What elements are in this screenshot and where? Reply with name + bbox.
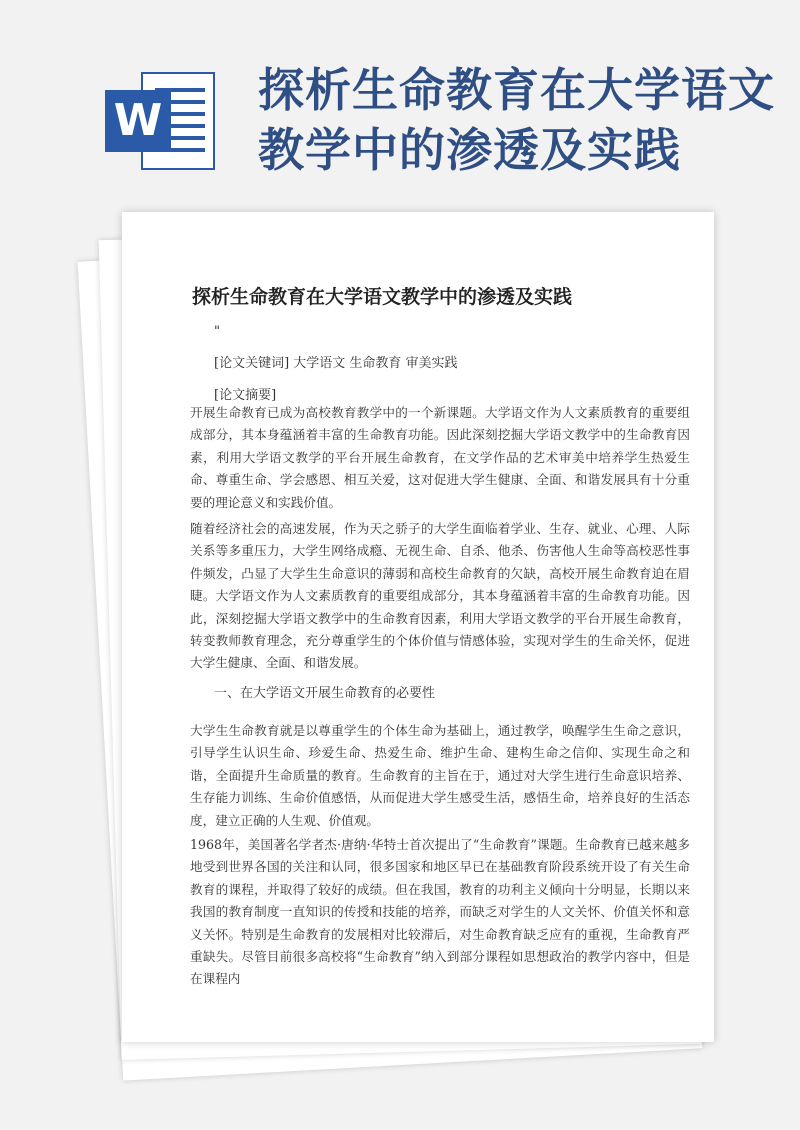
- word-document-icon: [105, 68, 217, 174]
- word-w-letter: W: [105, 90, 171, 152]
- abstract-label: [论文摘要]: [214, 388, 277, 403]
- body-paragraph: 1968年，美国著名学者杰·唐纳·华特士首次提出了“生命教育”课题。生命教育已越来越多地受到世界各国的关注和认同，很多国家和地区早已在基础教育阶段系统开设了有关生命教育的课程，并取得了较好的成绩。但在我国，教育的功利主义倾向十分明显，长期以来我国的教育制度一直知识的传授和技能的培养，而缺乏对学生的人文关怀、价值关怀和意义关怀。特别是生命教育的发展相对比较滞后，对生命教育缺乏应有的重视，生命教育严重缺失。尽管目前很多高校将“生命教育”纳入到部分课程如思想政治的教学内容中，但是在课程内: [190, 837, 690, 987]
- banner-title: 探析生命教育在大学语文教学中的渗透及实践: [258, 63, 775, 177]
- abstract-paragraph: 开展生命教育已成为高校教育教学中的一个新课题。大学语文作为人文素质教育的重要组成部分，其本身蕴涵着丰富的生命教育功能。因此深刻挖掘大学语文教学中的生命教育因素，利用大学语文教学的平台开展生命教育，在文学作品的艺术审美中培养学生热爱生命、尊重生命、学会感恩、相互关爱，这对促进大学生健康、全面、和谐发展具有十分重要的理论意义和实践价值。: [190, 405, 690, 510]
- banner: [0, 0, 800, 215]
- section-heading: 一、在大学语文开展生命教育的必要性: [214, 686, 436, 701]
- keywords-line: [论文关键词] 大学语文 生命教育 审美实践: [214, 356, 458, 371]
- document-title: 探析生命教育在大学语文教学中的渗透及实践: [192, 286, 573, 308]
- body-paragraph: 随着经济社会的高速发展，作为天之骄子的大学生面临着学业、生存、就业、心理、人际关系等多重压力，大学生网络成瘾、无视生命、自杀、他杀、伤害他人生命等高校恶性事件频发，凸显了大学生生命意识的薄弱和高校生命教育的欠缺，高校开展生命教育迫在眉睫。大学语文作为人文素质教育的重要组成部分，其本身蕴涵着丰富的生命教育功能。因此，深刻挖掘大学语文教学中的生命教育因素，利用大学语文教学的平台开展生命教育，转变教师教育理念，充分尊重学生的个体价值与情感体验，实现对学生的生命关怀，促进大学生健康、全面、和谐发展。: [190, 521, 690, 671]
- quote-mark: ": [214, 324, 220, 339]
- document-page: [122, 212, 714, 1042]
- body-paragraph: 大学生生命教育就是以尊重学生的个体生命为基础上，通过教学，唤醒学生生命之意识，引导学生认识生命、珍爱生命、热爱生命、维护生命、建构生命之信仰、实现生命之和谐，全面提升生命质量的教育。生命教育的主旨在于，通过对大学生进行生命意识培养、生存能力训练、生命价值感悟，从而促进大学生感受生活，感悟生命，培养良好的生活态度，建立正确的人生观、价值观。: [190, 723, 690, 828]
